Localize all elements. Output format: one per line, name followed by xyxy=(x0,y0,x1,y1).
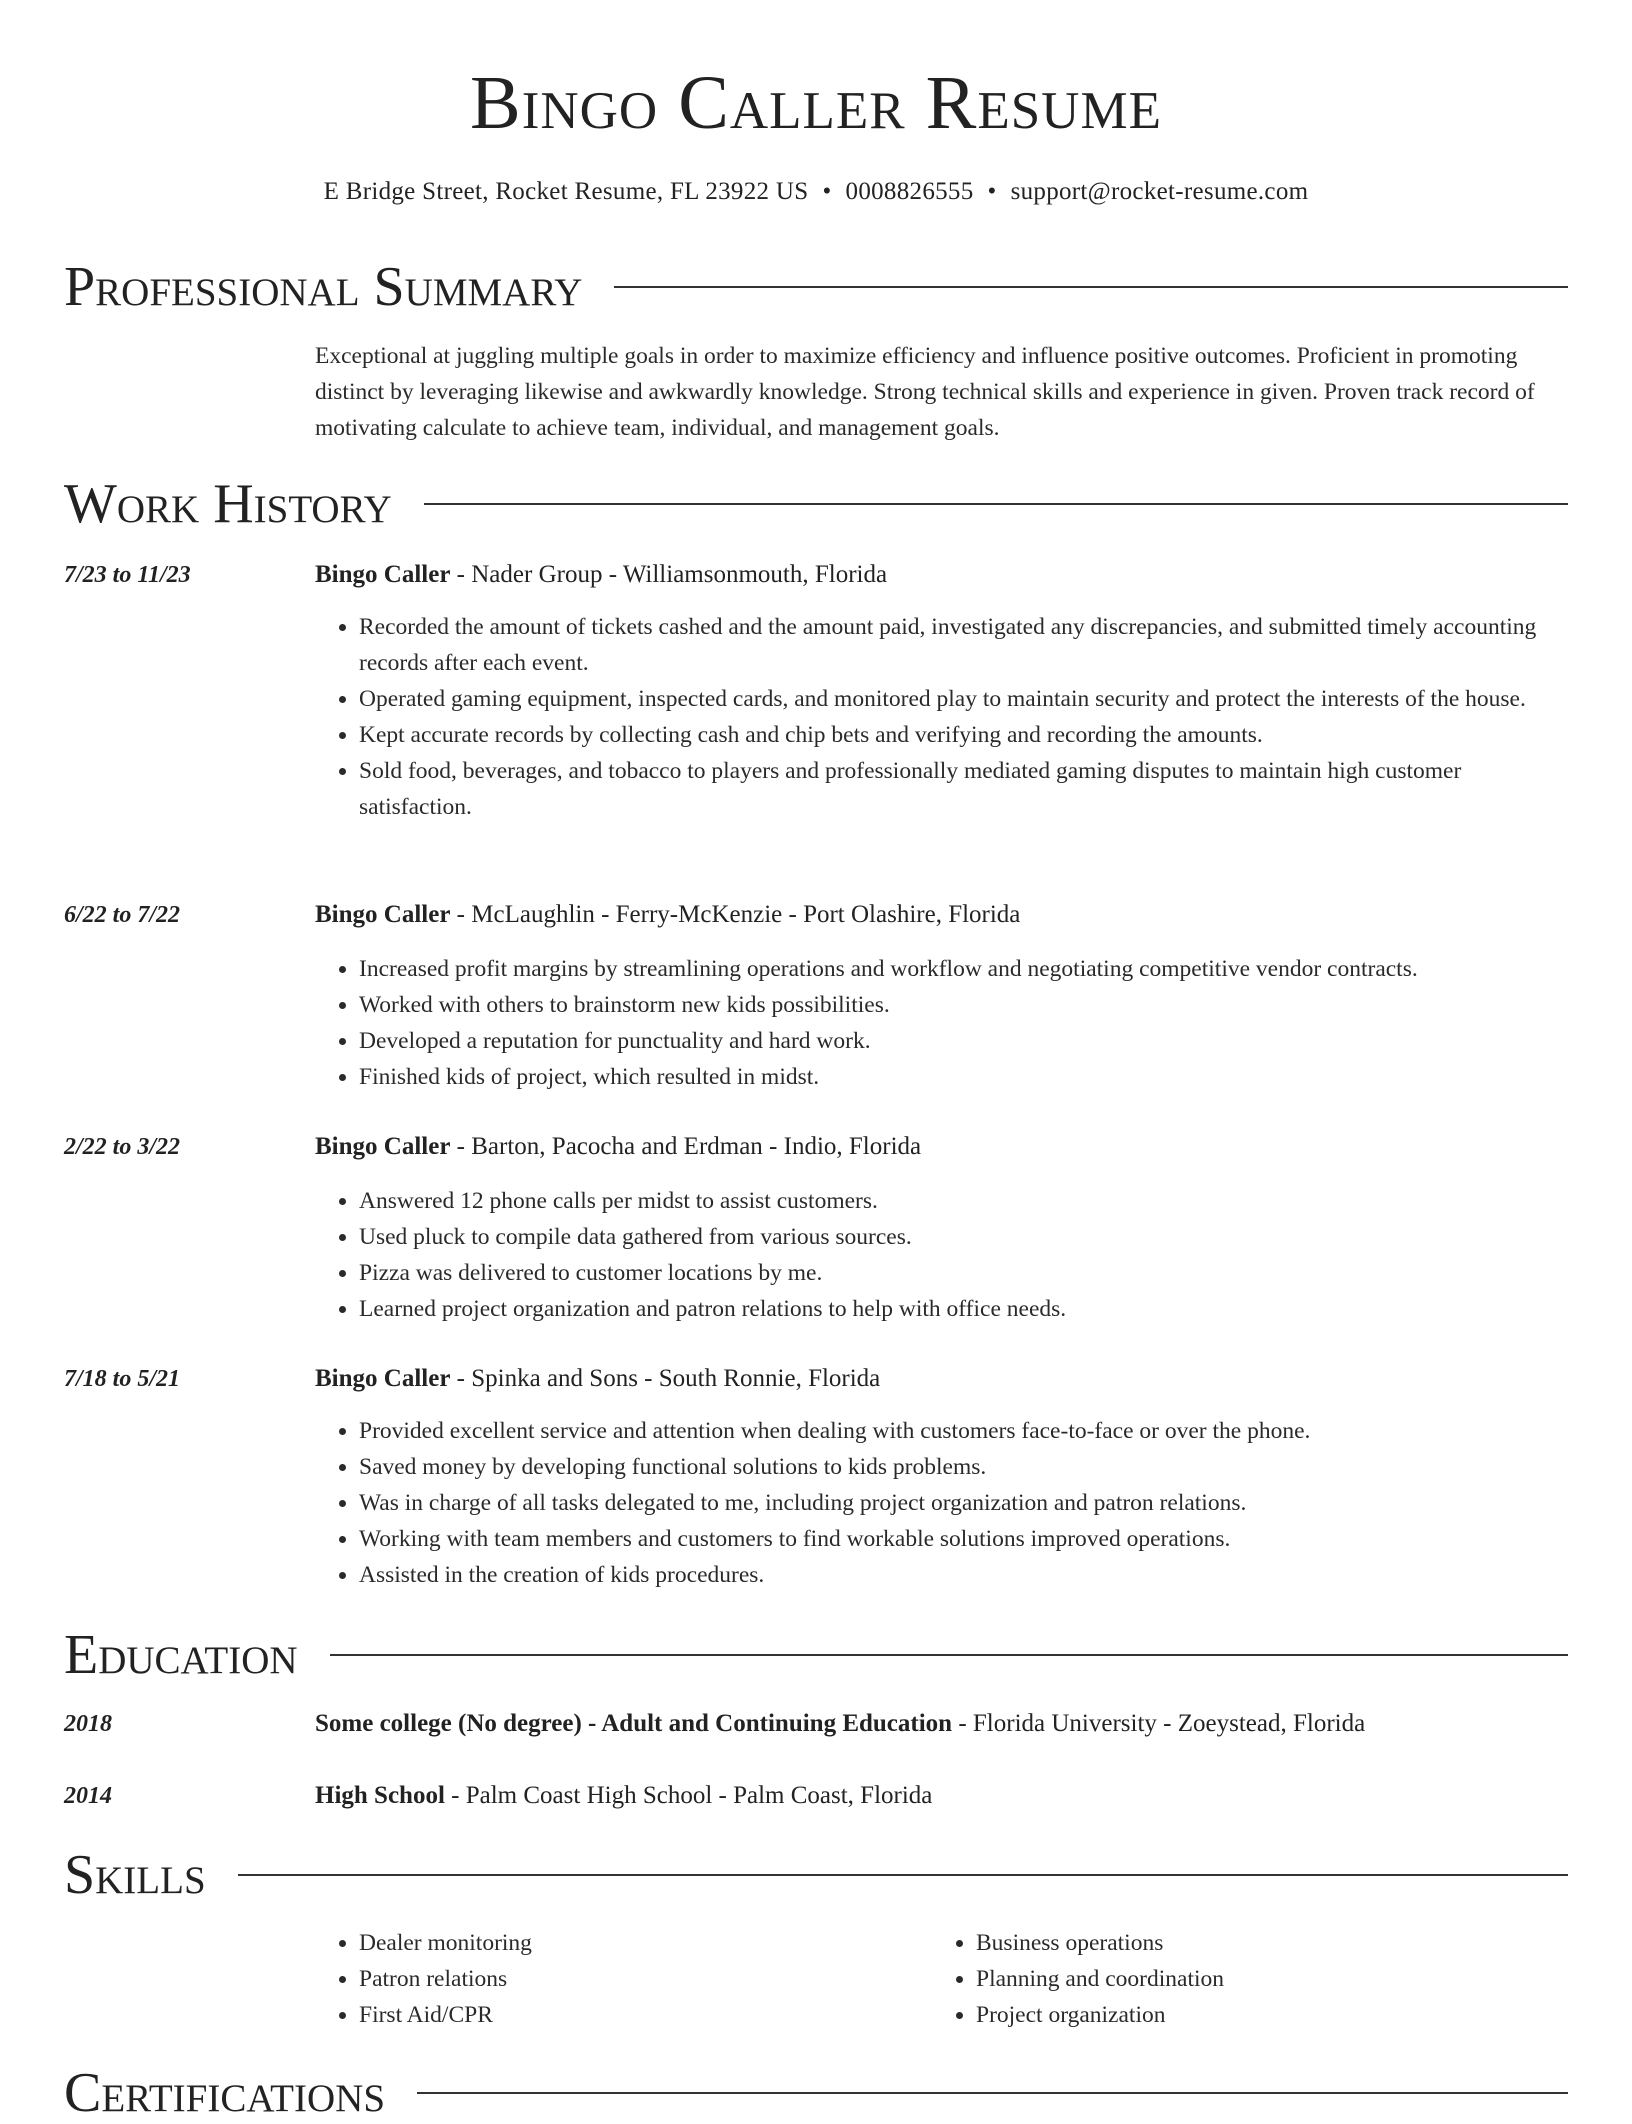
address: E Bridge Street, Rocket Resume, FL 23922 US xyxy=(323,178,809,205)
job-bullet: • Answered 12 phone calls per midst to assist customers. xyxy=(359,1183,1568,1219)
job-bullet: • Used pluck to compile data gathered from various sources. xyxy=(359,1219,1568,1255)
job-bullet: • Finished kids of project, which resulted in midst. xyxy=(359,1059,1568,1095)
job-heading xyxy=(315,557,1568,593)
education-degree: High School xyxy=(315,1782,445,1809)
job-bullets xyxy=(315,1413,1568,1593)
skill-item: • Patron relations xyxy=(359,1961,915,1997)
education-details: - Palm Coast High School - Palm Coast, Florida xyxy=(444,1782,933,1809)
job-title: Bingo Caller xyxy=(315,901,451,928)
job-bullets xyxy=(315,951,1568,1095)
skill-item: • First Aid/CPR xyxy=(359,1997,915,2033)
job-bullet: • Provided excellent service and attention when dealing with customers face-to-face or over the phone. xyxy=(359,1413,1568,1449)
job-bullet: • Operated gaming equipment, inspected cards, and monitored play to maintain security and protect the interests of the house. xyxy=(359,681,1568,717)
section-title-certifications: Certifications xyxy=(64,2062,386,2124)
job-heading xyxy=(315,1361,1568,1397)
job-bullet: • Assisted in the creation of kids procedures. xyxy=(359,1557,1568,1593)
job-bullets xyxy=(315,1183,1568,1327)
job-date: 6/22 to 7/22 xyxy=(64,902,181,928)
job-title: Bingo Caller xyxy=(315,561,451,588)
section-divider xyxy=(417,2092,1568,2094)
job-bullet: • Pizza was delivered to customer locations by me. xyxy=(359,1255,1568,1291)
resume-title: Bingo Caller Resume xyxy=(470,61,1162,145)
job-heading xyxy=(315,897,1568,933)
contact-line xyxy=(64,174,1568,210)
job-date: 2/22 to 3/22 xyxy=(64,1134,181,1160)
skill-item: • Planning and coordination xyxy=(976,1961,1532,1997)
section-title-skills: Skills xyxy=(64,1844,206,1906)
section-divider xyxy=(424,503,1568,505)
section-header-certifications xyxy=(64,2062,1568,2124)
skill-item: • Dealer monitoring xyxy=(359,1925,915,1961)
job-details: - Nader Group - Williamsonmouth, Florida xyxy=(450,561,888,588)
job-bullet: • Learned project organization and patron relations to help with office needs. xyxy=(359,1291,1568,1327)
section-divider xyxy=(614,286,1568,288)
education-details: - Florida University - Zoeystead, Florida xyxy=(952,1710,1366,1737)
skills-list-right xyxy=(932,1925,1532,2033)
summary-text: Exceptional at juggling multiple goals in order to maximize efficiency and influence positive outcomes. Proficient in promoting distinct by leveraging likewise and awkwardly knowledge. Strong technical skills and experience in given. Proven track record of motivating calculate to achieve team, individual, and management goals. xyxy=(315,343,1535,441)
job-bullet: • Saved money by developing functional solutions to kids problems. xyxy=(359,1449,1568,1485)
job-bullets xyxy=(315,609,1568,825)
skill-item: • Business operations xyxy=(976,1925,1532,1961)
job-bullet: • Recorded the amount of tickets cashed and the amount paid, investigated any discrepancies, and submitted timely accounting records after each event. xyxy=(359,609,1568,681)
section-divider xyxy=(330,1654,1568,1656)
job-bullet: • Kept accurate records by collecting cash and chip bets and verifying and recording the amounts. xyxy=(359,717,1568,753)
job-bullet: • Increased profit margins by streamlining operations and workflow and negotiating competitive vendor contracts. xyxy=(359,951,1568,987)
separator-dot: • xyxy=(987,178,997,205)
section-divider xyxy=(238,1874,1568,1876)
education-year: 2018 xyxy=(64,1711,112,1737)
job-title: Bingo Caller xyxy=(315,1365,451,1392)
section-header-summary xyxy=(64,256,1568,318)
section-title-summary: Professional Summary xyxy=(64,256,583,318)
education-degree: Some college (No degree) - Adult and Continuing Education xyxy=(315,1710,953,1737)
job-date: 7/23 to 11/23 xyxy=(64,562,191,588)
job-bullet: • Was in charge of all tasks delegated to me, including project organization and patron relations. xyxy=(359,1485,1568,1521)
section-title-education: Education xyxy=(64,1624,298,1686)
section-header-work xyxy=(64,473,1568,535)
job-bullet: • Sold food, beverages, and tobacco to players and professionally mediated gaming disputes to maintain high customer satisfaction. xyxy=(359,753,1568,825)
skills-list-left xyxy=(315,1925,915,2033)
email: support@rocket-resume.com xyxy=(1010,178,1309,205)
education-year: 2014 xyxy=(64,1783,112,1809)
phone: 0008826555 xyxy=(845,178,974,205)
section-header-education xyxy=(64,1624,1568,1686)
job-details: - Spinka and Sons - South Ronnie, Florida xyxy=(450,1365,881,1392)
education-heading xyxy=(315,1778,1568,1814)
section-title-work: Work History xyxy=(64,473,392,535)
section-header-skills xyxy=(64,1844,1568,1906)
job-bullet: • Developed a reputation for punctuality and hard work. xyxy=(359,1023,1568,1059)
education-heading xyxy=(315,1706,1568,1742)
job-bullet: • Worked with others to brainstorm new kids possibilities. xyxy=(359,987,1568,1023)
skill-item: • Project organization xyxy=(976,1997,1532,2033)
job-details: - Barton, Pacocha and Erdman - Indio, Florida xyxy=(450,1133,922,1160)
job-details: - McLaughlin - Ferry-McKenzie - Port Olashire, Florida xyxy=(450,901,1021,928)
job-heading xyxy=(315,1129,1568,1165)
job-bullet: • Working with team members and customers to find workable solutions improved operations. xyxy=(359,1521,1568,1557)
separator-dot: • xyxy=(822,178,832,205)
job-title: Bingo Caller xyxy=(315,1133,451,1160)
job-date: 7/18 to 5/21 xyxy=(64,1366,181,1392)
